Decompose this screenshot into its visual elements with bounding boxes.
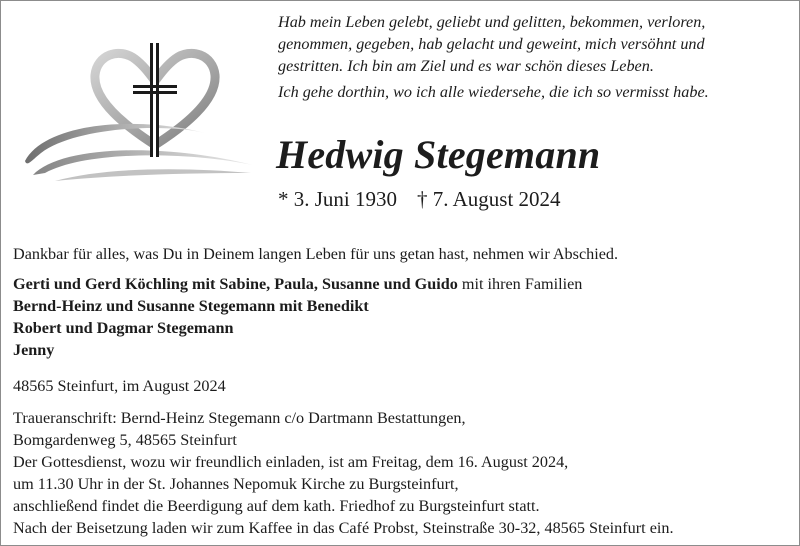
service-line: um 11.30 Uhr in der St. Johannes Nepomuk Kirche zu Burgsteinfurt, bbox=[13, 475, 459, 493]
poem-verse-2 bbox=[278, 81, 783, 103]
mourner-names: Bernd-Heinz und Susanne Stegemann mit Benedikt bbox=[13, 297, 369, 315]
poem-line: Hab mein Leben gelebt, geliebt und gelitten, bekommen, verloren, bbox=[278, 13, 706, 31]
announcement-body bbox=[13, 243, 793, 539]
mourner-line bbox=[13, 297, 369, 315]
mourner-line bbox=[13, 319, 233, 337]
mourning-address bbox=[13, 407, 793, 451]
poem-line: Ich gehe dorthin, wo ich alle wiedersehe, die ich so vermisst habe. bbox=[278, 83, 709, 101]
mourner-line bbox=[13, 341, 54, 359]
death-date: † 7. August 2024 bbox=[417, 187, 561, 211]
address-line: Bomgardenweg 5, 48565 Steinfurt bbox=[13, 431, 237, 449]
address-line: Traueranschrift: Bernd-Heinz Stegemann c/o Dartmann Bestattungen, bbox=[13, 409, 466, 427]
mourner-names: Jenny bbox=[13, 341, 55, 359]
mourner-names: Robert und Dagmar Stegemann bbox=[13, 319, 234, 337]
mourner-names: Gerti und Gerd Köchling mit Sabine, Paula, Susanne und Guido bbox=[13, 275, 458, 293]
service-info bbox=[13, 451, 793, 517]
poem-line: genommen, gegeben, hab gelacht und geweint, mich versöhnt und bbox=[278, 35, 705, 53]
deceased-name: Hedwig Stegemann bbox=[276, 132, 601, 177]
life-dates bbox=[278, 186, 561, 212]
poem bbox=[278, 11, 783, 103]
coffee-invitation: Nach der Beisetzung laden wir zum Kaffee in das Café Probst, Steinstraße 30-32, 48565 Steinfurt ein. bbox=[13, 519, 674, 537]
intro-text: Dankbar für alles, was Du in Deinem langen Leben für uns getan hast, nehmen wir Abschied. bbox=[13, 245, 619, 263]
birth-date: * 3. Juni 1930 bbox=[278, 187, 398, 211]
place-date: 48565 Steinfurt, im August 2024 bbox=[13, 377, 226, 395]
service-line: anschließend findet die Beerdigung auf dem kath. Friedhof zu Burgsteinfurt statt. bbox=[13, 497, 540, 515]
service-line: Der Gottesdienst, wozu wir freundlich einladen, ist am Freitag, dem 16. August 2024, bbox=[13, 453, 569, 471]
heart-cross-icon bbox=[15, 35, 261, 185]
mourner-suffix: mit ihren Familien bbox=[457, 275, 583, 293]
mourners-list bbox=[13, 273, 793, 361]
poem-verse-1 bbox=[278, 11, 783, 77]
poem-line: gestritten. Ich bin am Ziel und es war schön dieses Leben. bbox=[278, 57, 654, 75]
mourner-line bbox=[13, 275, 582, 293]
